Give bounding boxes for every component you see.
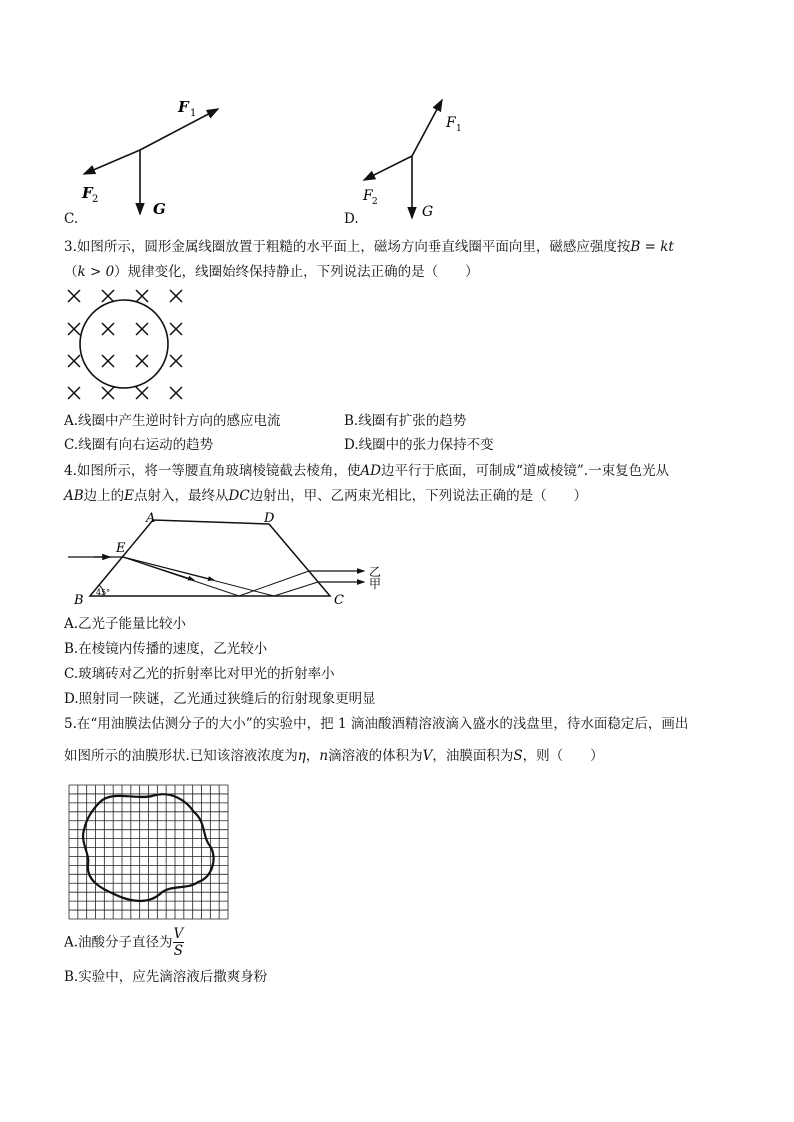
force-diagram-d [350,92,490,227]
q3-option-a: A.线圈中产生逆时针方向的感应电流 [64,413,281,429]
f2-arrow [84,150,140,174]
q4-text1a: 4.如图所示，将一等腰直角玻璃棱镜截去棱角，使 [64,463,361,479]
f2-sub: 2 [92,194,99,205]
q5-text2d: ，油膜面积为 [432,748,514,764]
q5-text2e: ，则（ ） [522,748,604,764]
vertex-a: A [146,511,156,526]
q5-line1: 5.在“用油膜法估测分子的大小”的实验中，把 1 滴油酸酒精溶液滴入盛水的浅盘里，待水面稳定后，画出 [64,716,689,732]
q4-line2 [64,486,587,506]
q5-text2c: 滴溶液的体积为 [328,748,423,764]
figure-d [350,92,490,227]
q4-ab: AB [64,488,84,504]
q4-e: E [124,488,135,504]
f2-sub: 2 [372,197,378,207]
q3-figure [60,283,200,408]
q5-figure [66,782,231,922]
q5-option-b: B.实验中，应先滴溶液后撒爽身粉 [64,969,268,985]
q4-text2b: 点射入，最终从 [134,488,229,504]
q4-text2c: 边射出，甲、乙两束光相比，下列说法正确的是（ ） [249,488,588,504]
q5-s: S [513,748,523,764]
q3-option-c: C.线圈有向右运动的趋势 [64,437,214,453]
f2-arrow [364,156,412,180]
angle-label: 45° [96,588,111,597]
fraction-numerator: V [173,926,184,942]
q4-option-c: C.玻璃砖对乙光的折射率比对甲光的折射率小 [64,666,335,682]
q3-option-d: D.线圈中的张力保持不变 [344,437,494,453]
q4-option-a: A.乙光子能量比较小 [64,616,187,632]
q3-option-b: B.线圈有扩张的趋势 [344,413,467,429]
field-cross-marks [68,290,182,399]
dove-prism-diagram [64,508,394,608]
force-diagram-c [60,92,230,227]
q4-text1b: 边平行于底面，可制成“道威棱镜”.一束复色光从 [380,463,670,479]
q5-line2 [64,746,604,766]
vertex-d: D [264,511,275,526]
jia-label: 甲 [369,577,382,591]
q5-v: V [422,748,433,764]
q3-line1 [64,237,674,257]
f1-label: F [178,98,189,116]
f1-arrow [412,100,442,156]
q3-equation: B = kt [630,239,674,255]
q5-n: n [319,748,329,764]
fraction-denominator: S [173,943,184,959]
q4-option-d: D.照射同一陕谜，乙光通过狭缝后的衍射现象更明显 [64,691,376,707]
q5-option-a [64,926,184,959]
q3-condition: k > 0 [77,264,115,280]
point-e: E [116,541,126,556]
figure-c [60,92,230,227]
q3-text1: 3.如图所示，圆形金属线圈放置于粗糙的水平面上，磁场方向垂直线圈平面向里，磁感应强度按 [64,239,631,255]
vertex-c: C [334,593,344,608]
yi-label: 乙 [369,565,382,579]
q4-dc: DC [228,488,250,504]
q4-option-b: B.在棱镜内传播的速度，乙光较小 [64,641,268,657]
q5-eta: η [297,748,306,764]
figure-c-label: C. [64,211,79,227]
q5-text2a: 如图所示的油膜形状.已知该溶液浓度为 [64,748,298,764]
magnetic-field-diagram [60,283,200,408]
figure-d-label: D. [344,211,359,227]
q4-ad: AD [360,463,381,479]
q5-option-a-text: A.油酸分子直径为 [64,934,173,951]
q3-line2 [64,262,479,282]
q4-figure [64,508,394,608]
q4-text2a: 边上的 [83,488,125,504]
q5-text2b: ， [305,748,320,764]
q4-line1 [64,461,669,481]
oil-film-grid [66,782,231,922]
metal-coil [80,300,168,388]
f1-label: F [446,115,456,131]
q3-text2a: （ [64,264,78,280]
vertex-b: B [74,593,84,608]
f2-label: F [363,188,373,204]
f2-label: F [82,184,93,202]
f1-sub: 1 [190,108,197,119]
g-label: G [153,200,166,218]
q3-text2b: ）规律变化，线圈始终保持静止，下列说法正确的是（ ） [114,264,479,280]
fraction-v-over-s [173,926,185,959]
g-label: G [422,204,434,220]
f1-sub: 1 [456,124,462,134]
